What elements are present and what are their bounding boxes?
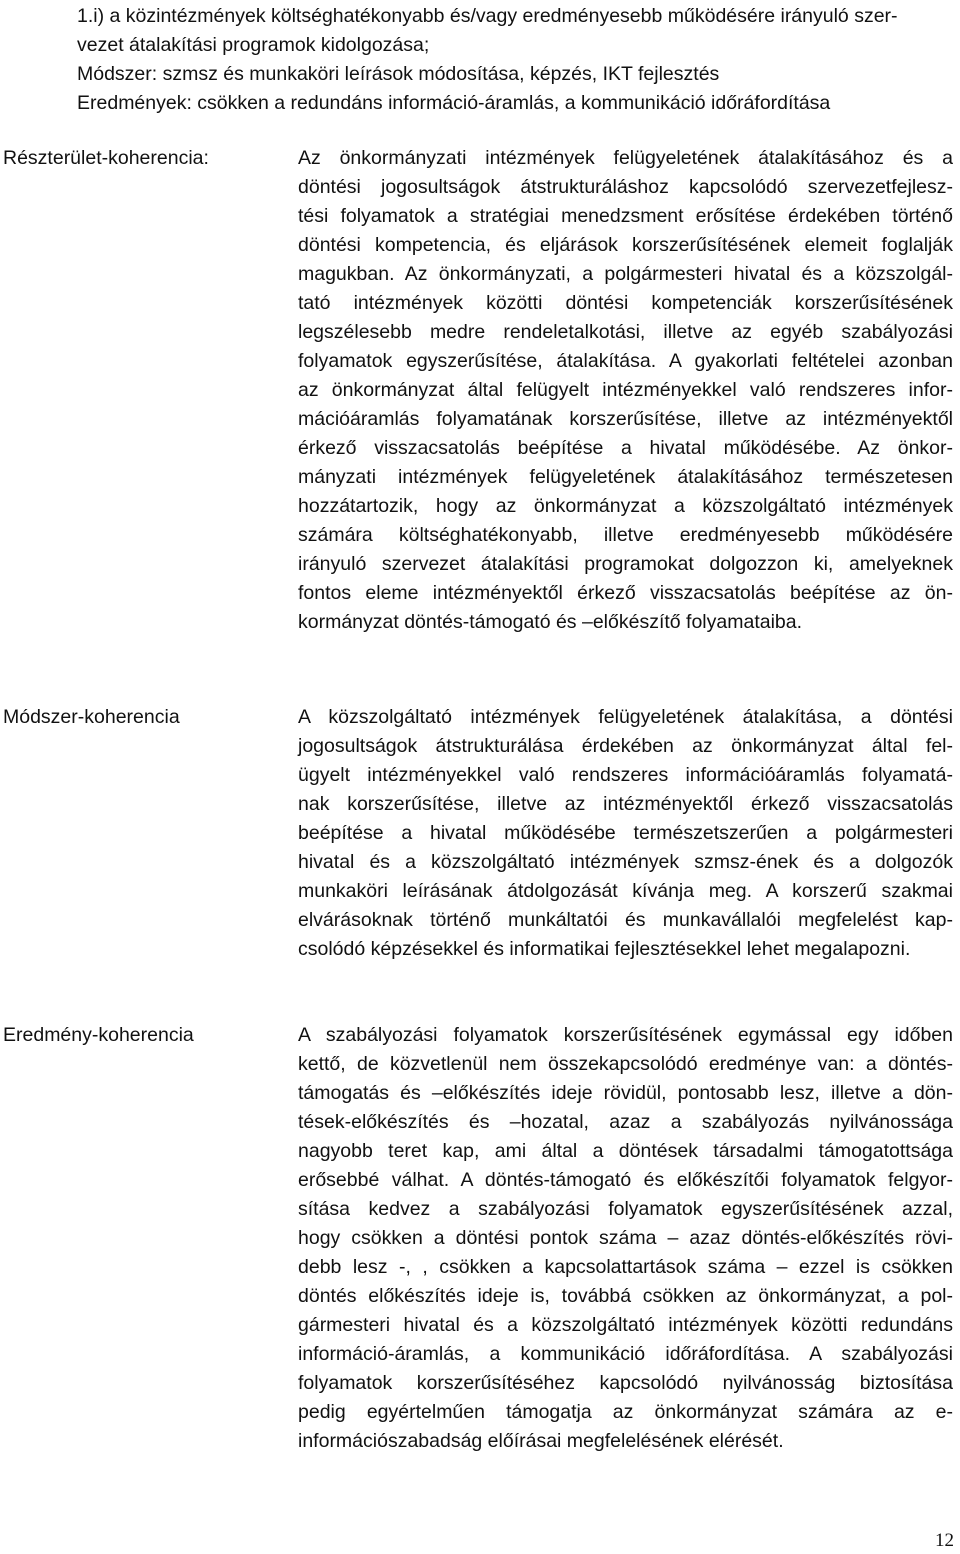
section-label: Részterület-koherencia: bbox=[3, 147, 209, 169]
body-line: hogy csökken a döntési pontok száma – azaz döntés-előkészítés rövi- bbox=[298, 1227, 953, 1249]
page-number: 12 bbox=[935, 1530, 954, 1551]
body-line: tató intézmények közötti döntési kompetenciák korszerűsítésének bbox=[298, 292, 953, 314]
intro-line: Módszer: szmsz és munkaköri leírások módosítása, képzés, IKT fejlesztés bbox=[77, 63, 720, 85]
body-line: támogatás és –előkészítés ideje rövidül, pontosabb lesz, illetve a dön- bbox=[298, 1082, 953, 1104]
body-line: hivatal és a közszolgáltató intézmények szmsz-ének és a dolgozók bbox=[298, 851, 953, 873]
body-line: döntési kompetencia, és eljárások korszerűsítésének elemeit foglalják bbox=[298, 234, 953, 256]
intro-line: Eredmények: csökken a redundáns információ-áramlás, a kommunikáció időráfordítása bbox=[77, 92, 831, 114]
body-line: mációáramlás folyamatának korszerűsítése, illetve az intézményektől bbox=[298, 408, 953, 430]
body-line: információszabadság előírásai megfelelésének elérését. bbox=[298, 1430, 784, 1452]
body-line: A közszolgáltató intézmények felügyeletének átalakítása, a döntési bbox=[298, 706, 953, 728]
body-line: pedig egyértelműen támogatja az önkormányzat számára az e- bbox=[298, 1401, 953, 1423]
body-line: A szabályozási folyamatok korszerűsítésének egymással egy időben bbox=[298, 1024, 953, 1046]
body-line: beépítése a hivatal működésébe természetszerűen a polgármesteri bbox=[298, 822, 953, 844]
section-body bbox=[298, 1021, 953, 1456]
body-line: fontos eleme intézményektől érkező visszacsatolás beépítése az ön- bbox=[298, 582, 953, 604]
body-line: elvárásoknak történő munkáltatói és munkavállalói megfelelést kap- bbox=[298, 909, 953, 931]
body-line: nak korszerűsítése, illetve az intézményektől érkező visszacsatolás bbox=[298, 793, 953, 815]
body-line: gármesteri hivatal és a közszolgáltató intézmények közötti redundáns bbox=[298, 1314, 953, 1336]
body-line: információ-áramlás, a kommunikáció időráfordítása. A szabályozási bbox=[298, 1343, 953, 1365]
body-line: folyamatok egyszerűsítése, átalakítása. A gyakorlati feltételei azonban bbox=[298, 350, 953, 372]
body-line: irányuló szervezet átalakítási programokat dolgozzon ki, amelyeknek bbox=[298, 553, 953, 575]
body-line: ügyelt intézményekkel való rendszeres információáramlás folyamatá- bbox=[298, 764, 953, 786]
body-line: Az önkormányzati intézmények felügyeletének átalakításához és a bbox=[298, 147, 953, 169]
body-line: tési folyamatok a stratégiai menedzsment erősítése érdekében történő bbox=[298, 205, 953, 227]
body-line: kettő, de közvetlenül nem összekapcsolódó eredménye van: a döntés- bbox=[298, 1053, 953, 1075]
body-line: tések-előkészítés és –hozatal, azaz a szabályozás nyilvánossága bbox=[298, 1111, 953, 1133]
body-line: döntés előkészítés ideje is, továbbá csökken az önkormányzat, a pol- bbox=[298, 1285, 953, 1307]
body-line: döntési jogosultságok átstrukturáláshoz kapcsolódó szervezetfejlesz- bbox=[298, 176, 953, 198]
section-label: Módszer-koherencia bbox=[3, 706, 180, 728]
section-label: Eredmény-koherencia bbox=[3, 1024, 194, 1046]
intro-block bbox=[77, 2, 957, 118]
section-body bbox=[298, 703, 953, 964]
intro-line: 1.i) a közintézmények költséghatékonyabb és/vagy eredményesebb működésére irányuló szer- bbox=[77, 5, 898, 27]
body-line: kormányzat döntés-támogató és –előkészítő folyamataiba. bbox=[298, 611, 803, 633]
body-line: magukban. Az önkormányzati, a polgármesteri hivatal és a közszolgál- bbox=[298, 263, 953, 285]
body-line: hozzátartozik, hogy az önkormányzat a közszolgáltató intézmények bbox=[298, 495, 953, 517]
body-line: debb lesz -, , csökken a kapcsolattartások száma – ezzel is csökken bbox=[298, 1256, 953, 1278]
body-line: sítása kedvez a szabályozási folyamatok egyszerűsítésének azzal, bbox=[298, 1198, 953, 1220]
intro-line: vezet átalakítási programok kidolgozása; bbox=[77, 34, 430, 56]
body-line: az önkormányzat által felügyelt intézményekkel való rendszeres infor- bbox=[298, 379, 953, 401]
body-line: legszélesebb medre rendeletalkotási, illetve az egyéb szabályozási bbox=[298, 321, 953, 343]
body-line: érkező visszacsatolás beépítése a hivatal működésébe. Az önkor- bbox=[298, 437, 953, 459]
body-line: mányzati intézmények felügyeletének átalakításához természetesen bbox=[298, 466, 953, 488]
body-line: munkaköri leírásának átdolgozását kívánja meg. A korszerű szakmai bbox=[298, 880, 953, 902]
body-line: erősebbé válhat. A döntés-támogató és előkészítői folyamatok felgyor- bbox=[298, 1169, 953, 1191]
body-line: számára költséghatékonyabb, illetve eredményesebb működésére bbox=[298, 524, 953, 546]
body-line: folyamatok korszerűsítéséhez kapcsolódó nyilvánosság biztosítása bbox=[298, 1372, 953, 1394]
section-body bbox=[298, 144, 953, 637]
body-line: jogosultságok átstrukturálása érdekében az önkormányzat által fel- bbox=[298, 735, 953, 757]
body-line: nagyobb teret kap, ami által a döntések társadalmi támogatottsága bbox=[298, 1140, 953, 1162]
body-line: csolódó képzésekkel és informatikai fejlesztésekkel lehet megalapozni. bbox=[298, 938, 911, 960]
